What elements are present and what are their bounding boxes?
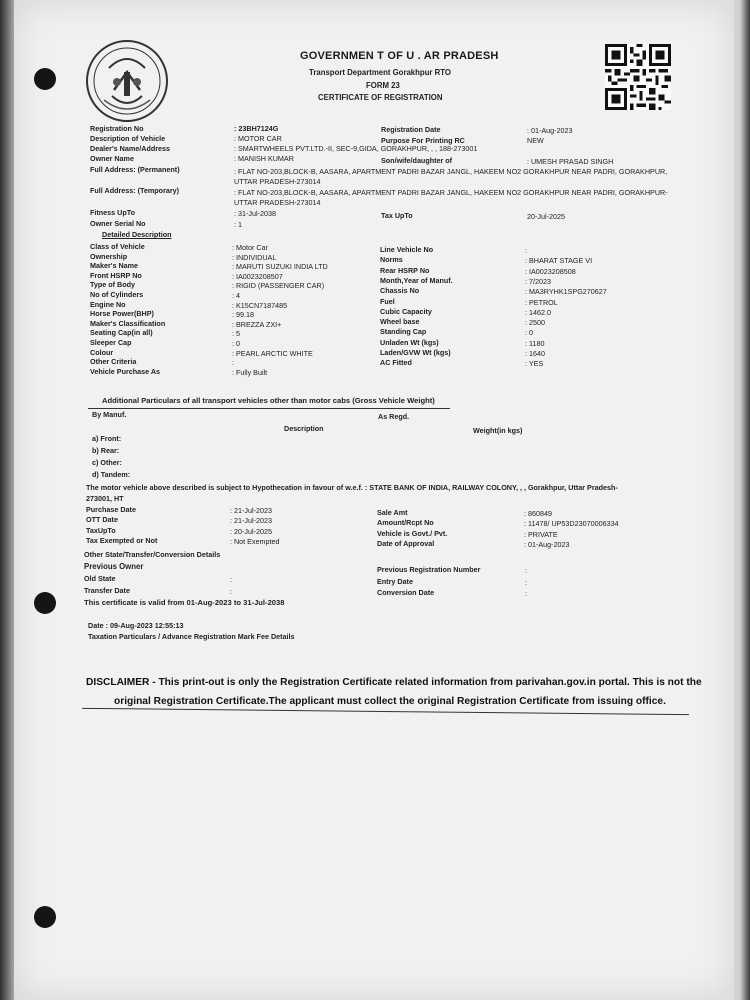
detail-value: : 1462.0	[525, 307, 551, 317]
detail-label: Maker's Name	[90, 261, 139, 271]
detail-value: : MARUTI SUZUKI INDIA LTD	[232, 262, 328, 272]
detail-value: : IA0023208508	[525, 266, 576, 276]
hypothecation-line2: 273001, HT	[86, 494, 124, 503]
detail-label: Laden/GVW Wt (kgs)	[380, 348, 451, 357]
detail-value: : 0	[525, 328, 533, 338]
detail-label: Ownership	[90, 251, 128, 261]
entry-date-value: :	[525, 578, 527, 587]
perm-addr-line1: : FLAT NO-203,BLOCK-B, AASARA, APARTMENT PADRI BAZAR JANGL, HAKEEM NO2 GORAKHPUR NEAR PADRI, GORAKHPUR,	[234, 167, 668, 176]
owner-value: : MANISH KUMAR	[234, 154, 294, 163]
transfer-date-label: Transfer Date	[84, 586, 130, 595]
prev-reg-label: Previous Registration Number	[377, 565, 481, 574]
detail-value: : Motor Car	[232, 243, 268, 252]
purchase-value: : 21-Jul-2023	[230, 506, 272, 515]
detail-label: Maker's Classification	[90, 318, 166, 328]
detail-label: Engine No	[90, 299, 126, 309]
detail-value: :	[232, 358, 234, 368]
owner-serial-label: Owner Serial No	[90, 219, 146, 228]
detail-label: Vehicle Purchase As	[90, 366, 161, 376]
purchase-value: : 01-Aug-2023	[524, 539, 570, 549]
detail-value: : 1640	[525, 349, 545, 358]
detail-value: : 7/2023	[525, 276, 551, 286]
purchase-label: Purchase Date	[86, 505, 136, 514]
detail-label: Standing Cap	[380, 327, 427, 337]
detailed-description-title: Detailed Description	[102, 230, 172, 239]
purchase-value: : 11478/ UP53D23070006334	[524, 519, 619, 529]
detail-label: Type of Body	[90, 280, 135, 290]
as-regd-label: As Regd.	[378, 412, 410, 421]
detail-value: : BREZZA ZXI+	[232, 319, 282, 329]
weight-header: Weight(in kgs)	[473, 426, 523, 435]
temp-addr-line1: : FLAT NO-203,BLOCK-B, AASARA, APARTMENT PADRI BAZAR JANGL, HAKEEM NO2 GORAKHPUR NEAR PADRI, GORAKHPUR-	[234, 188, 668, 197]
detail-label: AC Fitted	[380, 358, 412, 368]
axle-front: a) Front:	[92, 434, 122, 443]
purchase-label: Sale Amt	[377, 508, 408, 517]
detail-label: Sleeper Cap	[90, 338, 132, 347]
detail-label: Horse Power(BHP)	[90, 309, 154, 319]
disclaimer-line1: DISCLAIMER - This print-out is only the Registration Certificate related information from parivahan.gov.in portal. This is not the	[86, 677, 702, 688]
entry-date-label: Entry Date	[377, 577, 413, 586]
detail-value: : 1180	[525, 338, 545, 348]
registration-date-value: : 01-Aug-2023	[527, 126, 573, 135]
tax-label: Tax UpTo	[381, 211, 413, 220]
detail-label: Class of Vehicle	[90, 242, 145, 251]
detail-label: Rear HSRP No	[380, 265, 430, 275]
detail-label: Month,Year of Manuf.	[380, 275, 453, 285]
prev-reg-value: :	[525, 566, 527, 575]
axle-other: c) Other:	[92, 458, 122, 467]
detail-label: Line Vehicle No	[380, 245, 434, 254]
print-date: Date : 09-Aug-2023 12:55:13	[88, 621, 184, 630]
purchase-label: Vehicle is Govt./ Pvt.	[377, 528, 448, 538]
transfer-date-value: :	[230, 587, 232, 596]
detail-label: Other Criteria	[90, 357, 137, 367]
temp-addr-line2: UTTAR PRADESH-273014	[234, 198, 321, 207]
transfer-title: Other State/Transfer/Conversion Details	[84, 550, 221, 559]
detail-value: : 0	[232, 339, 240, 348]
conversion-date-label: Conversion Date	[377, 588, 435, 597]
detail-label: Norms	[380, 255, 403, 265]
temp-addr-label: Full Address: (Temporary)	[90, 186, 180, 195]
son-of-label: Son/wife/daughter of	[381, 156, 453, 165]
purchase-label: Date of Approval	[377, 538, 435, 548]
conversion-date-value: :	[525, 589, 527, 598]
registration-no-label: Registration No	[90, 124, 144, 133]
purchase-label: TaxUpTo	[86, 525, 116, 535]
detail-value: : INDIVIDUAL	[232, 252, 277, 262]
detail-label: No of Cylinders	[90, 290, 144, 299]
validity-statement: This certificate is valid from 01-Aug-2023 to 31-Jul-2038	[84, 598, 285, 607]
fitness-value: : 31-Jul-2038	[234, 209, 276, 218]
detail-value: : RIGID (PASSENGER CAR)	[232, 281, 325, 291]
detail-value: : PETROL	[525, 297, 558, 307]
purpose-value: NEW	[527, 136, 544, 145]
perm-addr-label: Full Address: (Permanent)	[90, 165, 180, 174]
vehicle-desc-label: Description of Vehicle	[90, 134, 166, 143]
old-state-value: :	[230, 575, 232, 584]
qr-code	[605, 44, 671, 110]
hypothecation-line1: The motor vehicle above described is subject to Hypothecation in favour of w.e.f. : STATE BANK OF INDIA, RAILWAY COLONY, , , Gorakhpur, Uttar Pradesh-	[86, 483, 618, 492]
axle-tandem: d) Tandem:	[92, 470, 131, 479]
by-manuf-label: By Manuf.	[92, 410, 127, 419]
detail-label: Wheel base	[380, 317, 420, 327]
form-number: FORM 23	[366, 81, 400, 90]
son-of-value: : UMESH PRASAD SINGH	[527, 157, 614, 166]
punch-hole	[34, 68, 56, 90]
detail-label: Unladen Wt (kgs)	[380, 337, 439, 347]
registration-no-value: : 23BH7124G	[234, 124, 279, 133]
detail-value: : MA3RYHK1SPG270627	[525, 287, 607, 297]
purchase-value: : 860849	[524, 509, 552, 518]
purchase-value: : PRIVATE	[524, 529, 558, 539]
detail-label: Cubic Capacity	[380, 306, 432, 316]
vehicle-desc-value: : MOTOR CAR	[234, 134, 282, 143]
purchase-value: : 21-Jul-2023	[230, 516, 272, 526]
detail-value: : 5	[232, 329, 240, 339]
detail-value: : K15CN7187485	[232, 300, 288, 310]
punch-hole	[34, 906, 56, 928]
additional-title: Additional Particulars of all transport vehicles other than motor cabs (Gross Vehicle Weight)	[102, 396, 435, 405]
disclaimer-line2: original Registration Certificate.The applicant must collect the original Registration Certificate from issuing office.	[114, 696, 666, 707]
detail-value: : Fully Built	[232, 367, 268, 377]
axle-rear: b) Rear:	[92, 446, 120, 455]
department-name: Transport Department Gorakhpur RTO	[309, 68, 451, 77]
detail-value: : YES	[525, 359, 544, 369]
detail-label: Colour	[90, 347, 114, 357]
purchase-label: OTT Date	[86, 515, 118, 525]
purchase-value: : 20-Jul-2025	[230, 526, 272, 536]
up-government-emblem-icon	[84, 38, 170, 124]
detail-value: : 99.18	[232, 310, 254, 320]
certificate-title: CERTIFICATE OF REGISTRATION	[318, 93, 443, 102]
dealer-value: : SMARTWHEELS PVT.LTD.-II, SEC-9,GIDA, GORAKHPUR, , , 188-273001	[234, 144, 478, 153]
detail-label: Seating Cap(in all)	[90, 328, 153, 338]
detail-value: :	[525, 246, 527, 255]
registration-date-label: Registration Date	[381, 125, 441, 134]
purpose-label: Purpose For Printing RC	[381, 136, 465, 145]
detail-label: Chassis No	[380, 286, 420, 296]
taxation-particulars: Taxation Particulars / Advance Registration Mark Fee Details	[88, 632, 295, 641]
detail-value: : PEARL ARCTIC WHITE	[232, 348, 313, 358]
detail-label: Front HSRP No	[90, 270, 142, 280]
perm-addr-line2: UTTAR PRADESH-273014	[234, 177, 321, 186]
detail-label: Fuel	[380, 296, 395, 306]
document-title: GOVERNMEN T OF U . AR PRADESH	[300, 50, 499, 62]
detail-value: : BHARAT STAGE VI	[525, 256, 593, 266]
prev-owner-label: Previous Owner	[84, 562, 144, 571]
dealer-label: Dealer's Name/Address	[90, 144, 171, 153]
fitness-label: Fitness UpTo	[90, 208, 135, 217]
tax-value: 20-Jul-2025	[527, 212, 565, 221]
purchase-value: : Not Exempted	[230, 536, 280, 546]
purchase-label: Tax Exempted or Not	[86, 535, 158, 545]
owner-serial-value: : 1	[234, 220, 242, 229]
divider	[88, 408, 450, 409]
detail-value: : IA0023208507	[232, 271, 283, 281]
description-header: Description	[284, 424, 324, 433]
detail-value: : 2500	[525, 318, 545, 328]
punch-hole	[34, 592, 56, 614]
purchase-label: Amount/Rcpt No	[377, 518, 434, 528]
owner-label: Owner Name	[90, 154, 134, 163]
old-state-label: Old State	[84, 574, 116, 583]
detail-value: : 4	[232, 291, 240, 300]
